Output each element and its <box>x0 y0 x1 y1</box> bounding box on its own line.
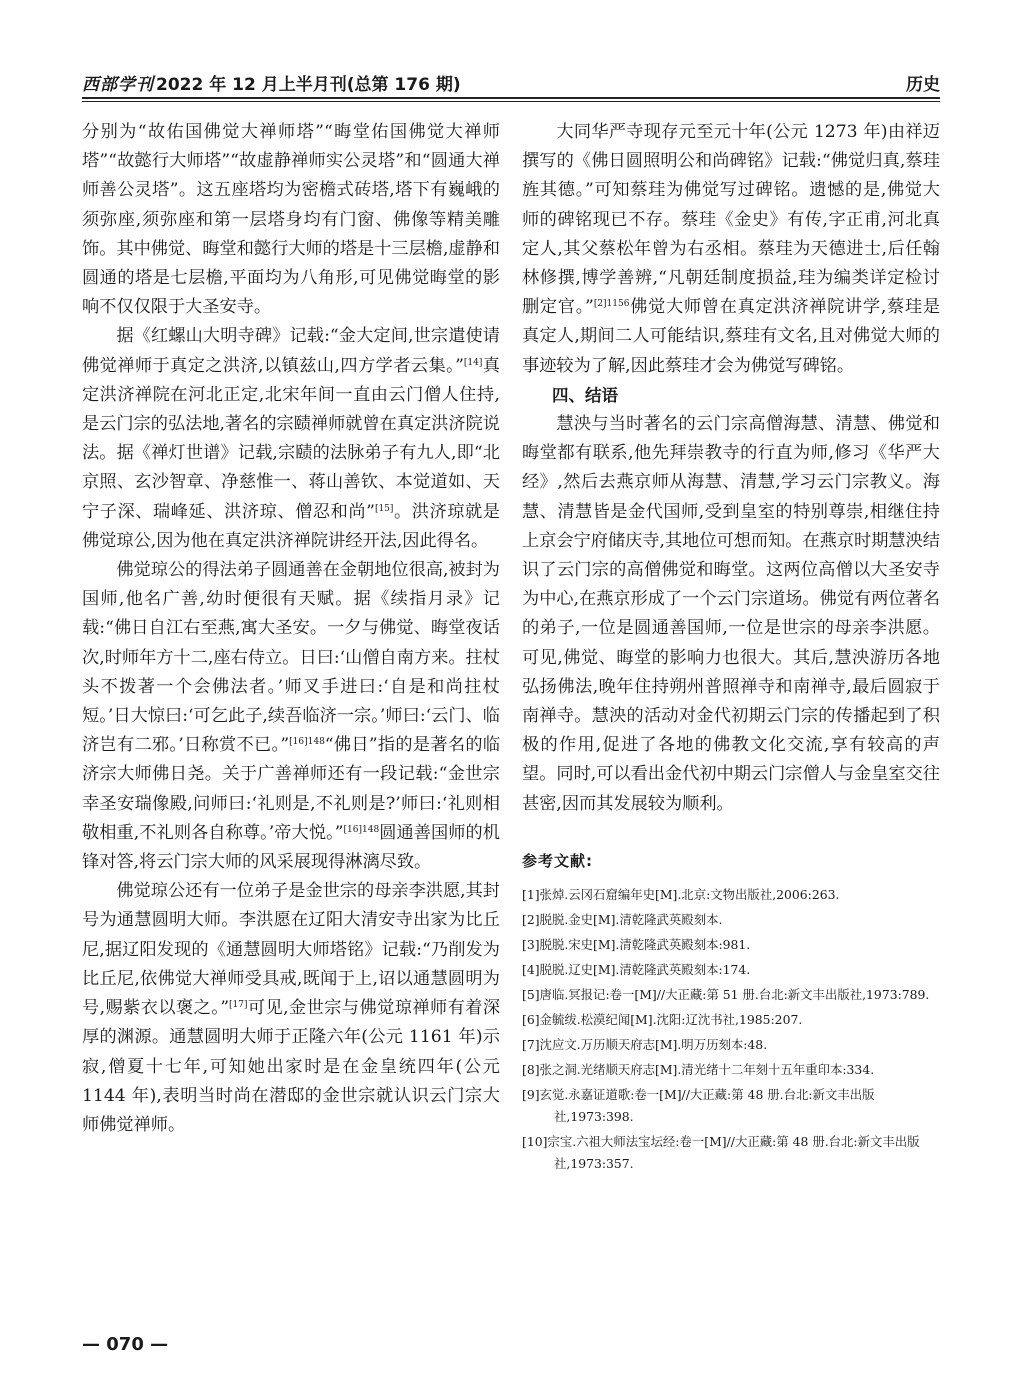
reference-item: [6]金毓绂.松漠纪闻[M].沈阳:辽沈书社,1985:207. <box>522 1012 803 1028</box>
reference-item: [5]唐临.冥报记:卷一[M]//大正藏:第 51 册.台北:新文丰出版社,1973:789. <box>522 987 930 1003</box>
paragraph: 慧泱与当时著名的云门宗高僧海慧、清慧、佛觉和晦堂都有联系,他先拜崇教寺的行直为师,修习《华严大经》,然后去燕京师从海慧、清慧,学习云门宗教义。海慧、清慧皆是金代国师,受到皇室的特别尊崇,相继住持上京会宁府储庆寺,其地位可想而知。在燕京时期慧泱结识了云门宗的高僧佛觉和晦堂。这两位高僧以大圣安寺为中心,在燕京形成了一个云门宗道场。佛觉有两位著名的弟子,一位是圆通善国师,一位是世宗的母亲李洪愿。可见,佛觉、晦堂的影响力也很大。其后,慧泱游历各地弘扬佛法,晚年住持朔州普照禅寺和南禅寺,最后圆寂于南禅寺。慧泱的活动对金代初期云门宗的传播起到了积极的作用,促进了各地的佛教文化交流,享有较高的声望。同时,可以看出金代初中期云门宗僧人与金皇室交往甚密,因而其发展较为顺利。 <box>522 414 940 814</box>
section-heading: 四、结语 <box>552 385 618 405</box>
paragraph: 分别为“故佑国佛觉大禅师塔”“晦堂佑国佛觉大禅师塔”“故懿行大师塔”“故虚静禅师实公灵塔”和“圆通大禅师善公灵塔”。这五座塔均为密檐式砖塔,塔下有巍峨的须弥座,须弥座和第一层塔身均有门窗、佛像等精美雕饰。其中佛觉、晦堂和懿行大师的塔是十三层檐,虚静和圆通的塔是七层檐,平面均为八角形,可见佛觉晦堂的影响不仅仅限于大圣安寺。 <box>82 122 500 318</box>
header-rule-thin <box>82 101 940 102</box>
page-header <box>82 68 940 98</box>
citation: [16]148 <box>289 737 325 748</box>
citation: [15] <box>374 503 394 514</box>
paragraph-text: “佛日”指的是著名的临济宗大师佛日尧。关于广善禅师还有一段记载:“金世宗幸圣安瑞像殿,问师曰:‘礼则是,不礼则是?’师曰:‘礼则相敬相重,不礼则各自称尊。’帝大悦。” <box>82 735 501 843</box>
journal-title <box>82 70 461 95</box>
paragraph-text: 圆通善国师的机锋对答,将云门宗大师的风采展现得淋漓尽致。 <box>82 822 500 873</box>
reference-item: [4]脱脱.辽史[M].清乾隆武英殿刻本:174. <box>522 962 751 978</box>
citation: [14] <box>463 357 483 368</box>
paragraph-text: 真定洪济禅院在河北正定,北宋年间一直由云门僧人住持,是云门宗的弘法地,著名的宗赜禅师就曾在真定洪济院说法。据《禅灯世谱》记载,宗赜的法脉弟子有九人,即“北京照、玄沙智章、净慈惟一、蒋山善钦、本觉道如、天宁子深、瑞峰延、洪济琼、僧忍和尚” <box>82 355 500 522</box>
page-number: — 070 — <box>82 1334 169 1355</box>
references-list <box>522 884 940 1175</box>
left-column <box>82 118 500 1140</box>
paragraph-text: 佛觉琼公还有一位弟子是金世宗的母亲李洪愿,其封号为通慧圆明大师。李洪愿在辽阳大清安寺出家为比丘尼,据辽阳发现的《通慧圆明大师塔铭》记载:“乃削发为比丘尼,依佛觉大禅师受具戒,既闻于上,诏以通慧圆明为号,赐紫衣以褒之。” <box>82 881 500 1019</box>
reference-item: [9]玄觉.永嘉证道歌:卷一[M]//大正藏:第 48 册.台北:新文丰出版社,1973:398. <box>522 1087 875 1125</box>
citation: [2]1156 <box>593 299 630 310</box>
reference-item: [3]脱脱.宋史[M].清乾隆武英殿刻本:981. <box>522 937 751 953</box>
citation: [17] <box>229 1000 248 1011</box>
paragraph-text: 佛觉大师曾在真定洪济禅院讲学,蔡珪是真定人,期间二人可能结识,蔡珪有文名,且对佛觉大师的事迹较为了解,因此蔡珪才会为佛觉写碑铭。 <box>522 297 941 376</box>
reference-item: [8]张之洞.光绪顺天府志[M].清光绪十二年刻十五年重印本:334. <box>522 1062 875 1078</box>
paragraph <box>522 118 940 381</box>
reference-item: [1]张焯.云冈石窟编年史[M].北京:文物出版社,2006:263. <box>522 887 840 903</box>
right-column <box>522 118 940 1178</box>
paragraph-text: 佛觉琼公的得法弟子圆通善在金朝地位很高,被封为国师,他名广善,幼时便很有天赋。据《续指月录》记载:“佛日自江右至燕,寓大圣安。一夕与佛觉、晦堂夜话次,时师年方十二,座右侍立。日曰:‘山僧自南方来。拄杖头不拨著一个会佛法者。’师叉手进曰:‘自是和尚拄杖短。’日大惊曰:‘可乞此子,续吾临济一宗。’师曰:‘云门、临济岂有二邪。’日称赏不已。” <box>82 560 500 756</box>
reference-item: [7]沈应文.万历顺天府志[M].明万历刻本:48. <box>522 1037 768 1053</box>
paragraph <box>82 877 500 1140</box>
reference-item: [2]脱脱.金史[M].清乾隆武英殿刻本. <box>522 912 723 928</box>
citation: [16]148 <box>343 824 380 835</box>
journal-logo: 西部学刊 <box>82 75 154 95</box>
references-heading: 参考文献: <box>522 851 593 870</box>
paragraph-text: 据《红螺山大明寺碑》记载:“金大定间,世宗遣使请佛觉禅师于真定之洪济,以镇兹山,四方学者云集。” <box>82 326 500 376</box>
header-rule <box>82 97 940 99</box>
paragraph-text: 大同华严寺现存元至元十年(公元 1273 年)由祥迈撰写的《佛日圆照明公和尚碑铭》记载:“佛觉归真,蔡珪旌其德。”可知蔡珪为佛觉写过碑铭。遗憾的是,佛觉大师的碑铭现已不存。蔡珪《金史》有传,字正甫,河北真定人,其父蔡松年曾为右丞相。蔡珪为天德进士,后任翰林修撰,博学善辨,“凡朝廷制度损益,珪为编类详定检讨删定官。” <box>522 122 940 318</box>
paragraph <box>82 556 500 877</box>
issue-info: 2022 年 12 月上半月刊(总第 176 期) <box>156 75 461 95</box>
reference-item: [10]宗宝.六祖大师法宝坛经:卷一[M]//大正藏:第 48 册.台北:新文丰出版社,1973:357. <box>522 1134 920 1172</box>
section-label: 历史 <box>906 75 940 95</box>
paragraph-text: 可见,金世宗与佛觉琼禅师有着深厚的渊源。通慧圆明大师于正隆六年(公元 1161 年)示寂,僧夏十七年,可知她出家时是在金皇统四年(公元 1144 年),表明当时尚在潜邸的金世宗就认识云门宗大师佛觉禅师。 <box>82 998 501 1135</box>
paragraph <box>82 322 500 556</box>
paragraph-text: 。洪济琼就是佛觉琼公,因为他在真定洪济禅院讲经开法,因此得名。 <box>82 501 500 551</box>
